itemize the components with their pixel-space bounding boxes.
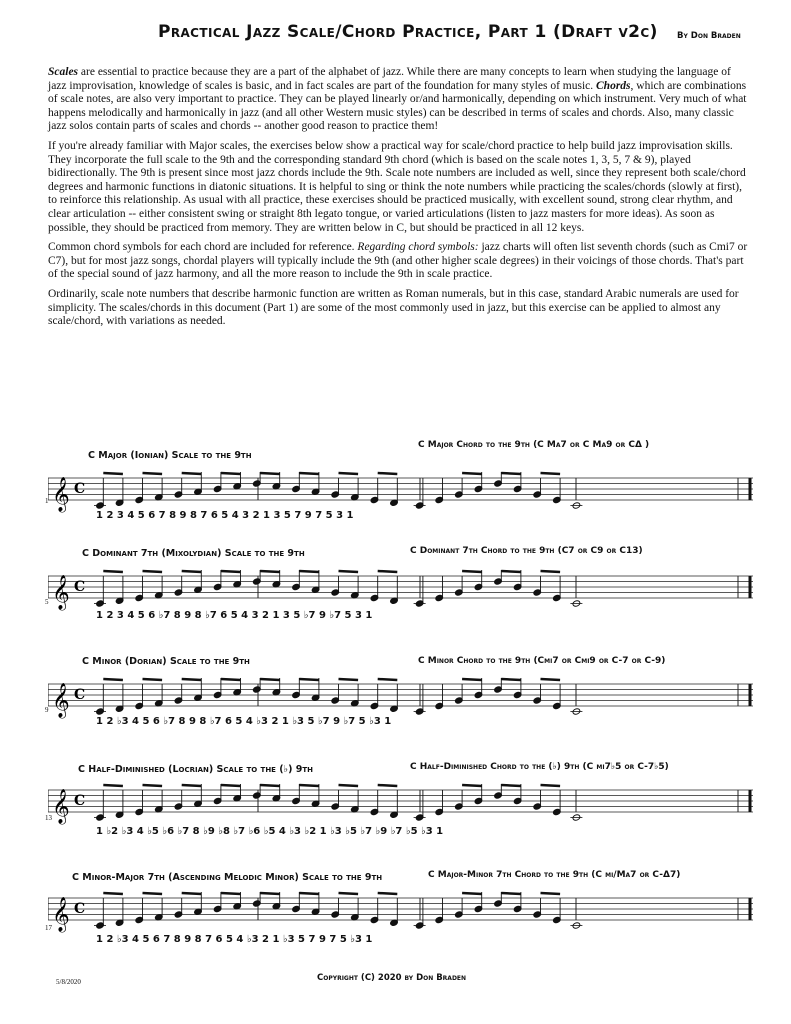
intro-p3-text-a: Common chord symbols for each chord are included for reference. (48, 241, 358, 254)
exercise-5-scale-numbers: 1 2 ♭3 4 5 6 7 8 9 8 7 6 5 4 ♭3 2 1 ♭3 5 7 9 7 5 ♭3 1 (96, 934, 373, 945)
beam (541, 785, 561, 786)
exercise-5-measure-number: 17 (45, 924, 52, 932)
exercise-3-scale-label: C Minor (Dorian) Scale to the 9th (82, 656, 250, 667)
beam (339, 679, 359, 680)
treble-clef-icon: 𝄞 (52, 789, 70, 824)
exercise-5-chord-label: C Major-Minor 7th Chord to the 9th (C mi/Ma7 or C-Δ7) (428, 870, 681, 880)
time-signature-icon: C (74, 793, 86, 809)
beam (182, 473, 202, 474)
beam (143, 571, 163, 572)
beam (501, 473, 521, 474)
footer-copyright: Copyright (C) 2020 by Don Braden (317, 973, 467, 983)
treble-clef-icon: 𝄞 (52, 477, 70, 512)
beam (221, 893, 241, 894)
exercise-4-chord-label: C Half-Diminished Chord to the (♭) 9th (C mi7♭5 or C-7♭5) (410, 762, 669, 772)
beam (182, 679, 202, 680)
chords-term: Chords (596, 79, 631, 92)
beam (143, 473, 163, 474)
beam (501, 679, 521, 680)
beam (260, 679, 280, 680)
beam (541, 679, 561, 680)
beam (260, 893, 280, 894)
beam (378, 679, 398, 680)
beam (299, 473, 319, 474)
exercise-2-scale-numbers: 1 2 3 4 5 6 ♭7 8 9 8 ♭7 6 5 4 3 2 1 3 5 ♭7 9 ♭7 5 3 1 (96, 610, 373, 621)
exercise-3-scale-numbers: 1 2 ♭3 4 5 6 ♭7 8 9 8 ♭7 6 5 4 ♭3 2 1 ♭3 5 ♭7 9 ♭7 5 ♭3 1 (96, 716, 392, 727)
time-signature-icon: C (74, 901, 86, 917)
exercise-4-measure-number: 13 (45, 814, 52, 822)
intro-p3-text-b: jazz charts will often list seventh chords (such as Cmi7 or C7), but for most jazz songs, chordal players will typically include the 9th (and other higher scale degrees) in their voicings of those chords. That's part of the special sound of jazz harmony, and all the more reason to include the 9th in scale practice. (48, 241, 748, 281)
beam (541, 571, 561, 572)
beam (299, 679, 319, 680)
exercise-1-scale-label: C Major (Ionian) Scale to the 9th (88, 450, 252, 461)
footer-date: 5/8/2020 (56, 978, 81, 986)
beam (501, 785, 521, 786)
beam (143, 679, 163, 680)
beam (339, 785, 359, 786)
exercise-2-measure-number: 5 (45, 598, 49, 606)
beam (299, 571, 319, 572)
beam (221, 679, 241, 680)
beam (501, 571, 521, 572)
exercise-2-chord-label: C Dominant 7th Chord to the 9th (C7 or C9 or C13) (410, 546, 643, 556)
beam (501, 893, 521, 894)
treble-clef-icon: 𝄞 (52, 683, 70, 718)
exercise-4-scale-label: C Half-Diminished (Locrian) Scale to the (♭) 9th (78, 764, 313, 775)
beam (541, 473, 561, 474)
beam (260, 785, 280, 786)
beam (103, 571, 123, 572)
author-credit: By Don Braden (677, 31, 741, 41)
intro-p1-text-b: , which are combinations of scale notes, are also very important to practice. They can be played linearly or/and harmonically, depending on which instrument. Very much of what happens melodically and harmonically in jazz (and all other Western music styles) can be described in terms of scales and chords. Also, many classic jazz solos contain parts of scales and chords -- another good reason to practice them! (48, 79, 747, 133)
beam (299, 893, 319, 894)
beam (541, 893, 561, 894)
exercise-4-scale-numbers: 1 ♭2 ♭3 4 ♭5 ♭6 ♭7 8 ♭9 ♭8 ♭7 ♭6 ♭5 4 ♭3 ♭2 1 ♭3 ♭5 ♭7 ♭9 ♭7 ♭5 ♭3 1 (96, 826, 444, 837)
beam (462, 893, 482, 894)
scales-term: Scales (48, 66, 79, 78)
beam (182, 785, 202, 786)
beam (378, 785, 398, 786)
beam (103, 473, 123, 474)
time-signature-icon: C (74, 579, 86, 595)
beam (260, 473, 280, 474)
intro-paragraph-3 (48, 241, 748, 282)
exercise-1-measure-number: 1 (45, 497, 49, 505)
beam (339, 893, 359, 894)
intro-p1-text-a: are essential to practice because they are a part of the alphabet of jazz. While there are many concepts to learn when studying the language of jazz improvisation, knowledge of scales is basic, and in fact scales are part of the foundation for many styles of music. (48, 66, 731, 92)
beam (299, 785, 319, 786)
intro-paragraph-1 (48, 66, 748, 134)
intro-p3-italic: Regarding chord symbols: (357, 241, 479, 254)
exercise-1-scale-numbers: 1 2 3 4 5 6 7 8 9 8 7 6 5 4 3 2 1 3 5 7 9 7 5 3 1 (96, 510, 354, 521)
treble-clef-icon: 𝄞 (52, 897, 70, 932)
time-signature-icon: C (74, 481, 86, 497)
page-title: Practical Jazz Scale/Chord Practice, Part 1 (Draft v2c) (158, 22, 658, 42)
treble-clef-icon: 𝄞 (52, 575, 70, 610)
beam (103, 679, 123, 680)
beam (182, 571, 202, 572)
exercise-1-chord-label: C Major Chord to the 9th (C Ma7 or C Ma9 or CΔ ) (418, 440, 650, 450)
beam (378, 473, 398, 474)
beam (339, 473, 359, 474)
beam (143, 785, 163, 786)
beam (221, 785, 241, 786)
beam (339, 571, 359, 572)
time-signature-icon: C (74, 687, 86, 703)
beam (378, 893, 398, 894)
beam (182, 893, 202, 894)
intro-paragraph-4: Ordinarily, scale note numbers that describe harmonic function are written as Roman numerals, but in this case, standard Arabic numerals are used for simplicity. The scales/chords in this document (Part 1) are some of the most commonly used in jazz, but this exercise can be applied to almost any scale/chord, with variations as needed. (48, 287, 739, 328)
beam (103, 785, 123, 786)
beam (462, 785, 482, 786)
intro-text (48, 66, 748, 335)
exercise-2-scale-label: C Dominant 7th (Mixolydian) Scale to the 9th (82, 548, 305, 559)
exercise-3-measure-number: 9 (45, 706, 49, 714)
beam (143, 893, 163, 894)
beam (378, 571, 398, 572)
beam (462, 679, 482, 680)
beam (462, 571, 482, 572)
exercise-3-chord-label: C Minor Chord to the 9th (Cmi7 or Cmi9 or C-7 or C-9) (418, 656, 666, 666)
beam (221, 473, 241, 474)
exercise-5-scale-label: C Minor-Major 7th (Ascending Melodic Minor) Scale to the 9th (72, 872, 383, 883)
intro-paragraph-2: If you're already familiar with Major scales, the exercises below show a practical way for scale/chord practice to help build jazz improvisation skills. They incorporate the full scale to the 9th and the corresponding standard 9th chord (which is based on the scale notes 1, 3, 5, 7 & 9), played bidirectionally. The 9th is present since most jazz chords include the 9th. Scale note numbers are included as well, since they represent both scale/chord degrees and harmonic functions in diatonic situations. It is helpful to sing or think the note numbers while practicing the scales/chords (slowly at first), to reinforce this relationship. As usual with all practice, these exercises should be practiced musically, with excellent sound, strong clear rhythm, and clear articulation -- either consistent swing or straight 8th legato tongue, or varied articulations (listen to jazz masters for more ideas). As soon as possible, they should be practiced from memory. They are written below in C, but should be practiced in all 12 keys. (48, 139, 746, 234)
beam (462, 473, 482, 474)
beam (221, 571, 241, 572)
beam (103, 893, 123, 894)
beam (260, 571, 280, 572)
